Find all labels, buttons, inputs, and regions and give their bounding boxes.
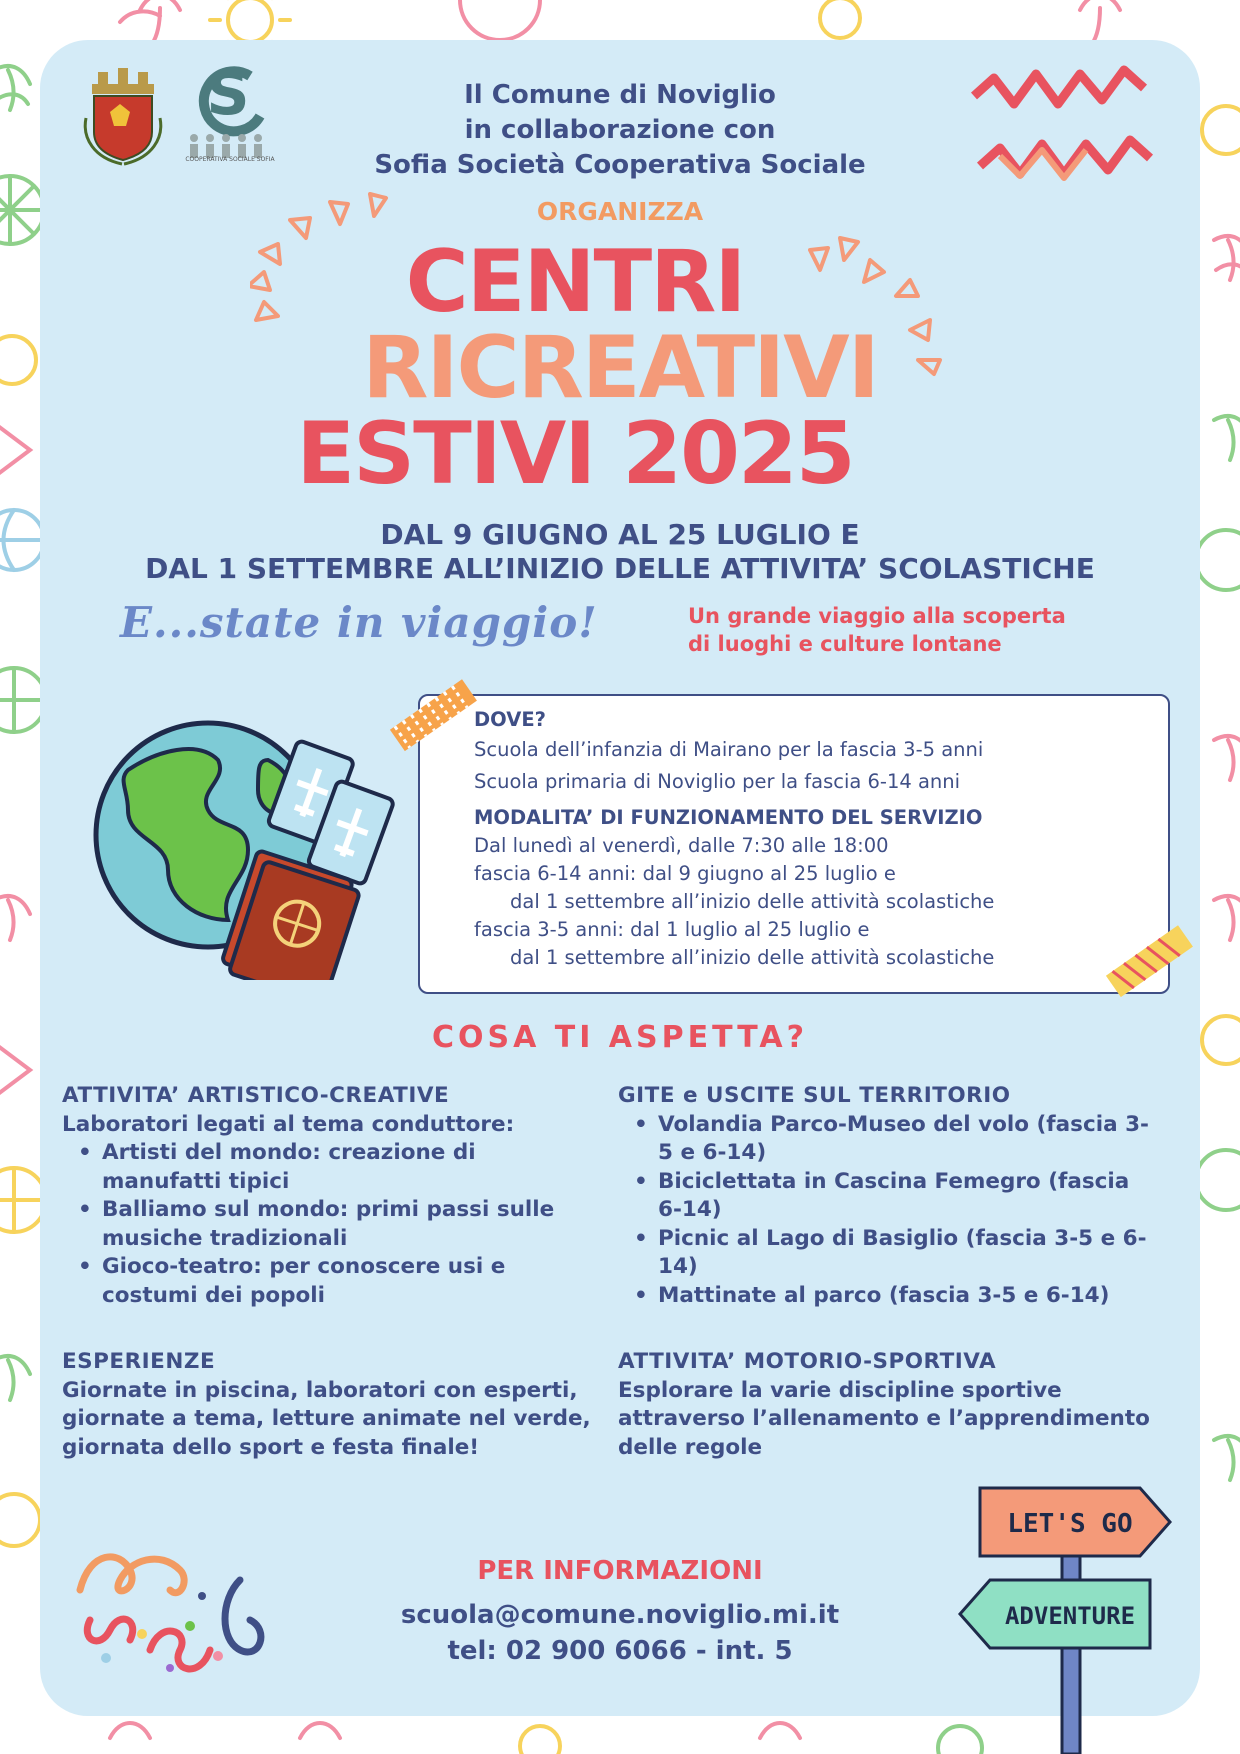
washi-tape-decoration bbox=[384, 666, 484, 766]
adventure-sign bbox=[960, 1580, 1150, 1648]
trips-title: GITE e USCITE SUL TERRITORIO bbox=[618, 1083, 1011, 1108]
sun-icon bbox=[1202, 106, 1240, 154]
palm-icon bbox=[120, 0, 180, 44]
slogan-text: E...state in viaggio! bbox=[120, 598, 598, 647]
beachball-icon bbox=[0, 510, 44, 570]
municipal-crest-logo bbox=[80, 58, 166, 170]
palm-icon bbox=[1214, 236, 1240, 280]
artistic-intro: Laboratori legati al tema conduttore: bbox=[62, 1111, 515, 1137]
cooperative-logo-caption: COOPERATIVA SOCIALE SOFIA bbox=[185, 156, 275, 163]
sign-adventure-text: ADVENTURE bbox=[1004, 1602, 1136, 1630]
sun-icon bbox=[820, 0, 860, 38]
service-line-2: fascia 6-14 anni: dal 9 giugno al 25 luglio e bbox=[474, 862, 896, 885]
palm-icon bbox=[0, 1356, 30, 1400]
watermelon-icon bbox=[460, 0, 540, 40]
lets-go-sign bbox=[980, 1488, 1170, 1556]
dove-title: DOVE? bbox=[474, 708, 546, 731]
sun-icon bbox=[520, 1726, 560, 1754]
palm-icon bbox=[1214, 736, 1240, 780]
dove-line-1: Scuola dell’infanzia di Mairano per la fascia 3-5 anni bbox=[474, 738, 984, 761]
citrus-icon bbox=[1196, 1150, 1240, 1210]
sign-lets-go-text: LET'S GO bbox=[1007, 1509, 1133, 1539]
dates-line-2: DAL 1 SETTEMBRE ALL’INIZIO DELLE ATTIVITA’ SCOLASTICHE bbox=[145, 552, 1095, 585]
palm-icon bbox=[1214, 416, 1240, 460]
header-line-1: Il Comune di Noviglio bbox=[464, 80, 776, 110]
list-item: • Biciclettata in Cascina Femegro (fascia 6-14) bbox=[658, 1168, 1158, 1225]
dates-line-1: DAL 9 GIUGNO AL 25 LUGLIO E bbox=[380, 518, 860, 551]
palm-icon bbox=[1214, 896, 1240, 940]
slogan-sub-line-2: di luoghi e culture lontane bbox=[688, 632, 1002, 656]
contact-email[interactable]: scuola@comune.noviglio.mi.it bbox=[400, 1600, 840, 1630]
zigzag-decoration bbox=[970, 56, 1170, 206]
list-item: • Artisti del mondo: creazione di manufatti tipici bbox=[102, 1139, 602, 1196]
title-line-3: ESTIVI 2025 bbox=[296, 404, 854, 504]
service-line-4: fascia 3-5 anni: dal 1 luglio al 25 luglio e bbox=[474, 918, 870, 941]
list-item: • Gioco-teatro: per conoscere usi e costumi dei popoli bbox=[102, 1253, 602, 1310]
list-item: • Mattinate al parco (fascia 3-5 e 6-14) bbox=[658, 1282, 1158, 1311]
palm-icon bbox=[1214, 1436, 1240, 1480]
title-line-1: CENTRI bbox=[405, 232, 745, 332]
sun-icon bbox=[0, 1494, 40, 1546]
service-line-3: dal 1 settembre all’inizio delle attività scolastiche bbox=[510, 890, 995, 913]
title-line-2: RICREATIVI bbox=[362, 318, 878, 418]
experiences-text: Giornate in piscina, laboratori con esperti, giornate a tema, letture animate nel verde, giornata dello sport e festa finale! bbox=[62, 1377, 591, 1460]
artistic-title: ATTIVITA’ ARTISTICO-CREATIVE bbox=[62, 1083, 450, 1108]
header-line-3: Sofia Società Cooperativa Sociale bbox=[374, 150, 866, 180]
palm-icon bbox=[1080, 0, 1120, 44]
travel-illustration bbox=[88, 700, 418, 980]
info-box bbox=[418, 694, 1170, 994]
palm-icon bbox=[0, 896, 30, 940]
svg-text:S: S bbox=[206, 62, 250, 129]
sports-title: ATTIVITA’ MOTORIO-SPORTIVA bbox=[618, 1349, 997, 1374]
dove-line-2: Scuola primaria di Noviglio per la fascia 6-14 anni bbox=[474, 770, 961, 793]
washi-tape-decoration bbox=[1100, 912, 1200, 1012]
contacts-title: PER INFORMAZIONI bbox=[477, 1556, 763, 1586]
list-item: • Picnic al Lago di Basiglio (fascia 3-5 e 6-14) bbox=[658, 1225, 1158, 1282]
service-line-1: Dal lunedì al venerdì, dalle 7:30 alle 18:00 bbox=[474, 834, 889, 857]
citrus-icon bbox=[1196, 530, 1240, 590]
sports-section bbox=[618, 1348, 1158, 1462]
slogan-subtitle bbox=[688, 602, 1066, 658]
contact-phone[interactable]: tel: 02 900 6066 - int. 5 bbox=[447, 1636, 793, 1666]
artistic-section bbox=[62, 1082, 602, 1310]
signpost-illustration bbox=[950, 1480, 1180, 1754]
service-title: MODALITA’ DI FUNZIONAMENTO DEL SERVIZIO bbox=[474, 806, 983, 829]
trips-section bbox=[618, 1082, 1158, 1310]
experiences-section bbox=[62, 1348, 602, 1462]
organizza-label: ORGANIZZA bbox=[536, 197, 704, 226]
service-line-5: dal 1 settembre all’inizio delle attività scolastiche bbox=[510, 946, 995, 969]
header-line-2: in collaborazione con bbox=[464, 115, 776, 145]
palm-icon bbox=[110, 1723, 800, 1738]
sports-text: Esplorare la varie discipline sportive attraverso l’allenamento e l’apprendimento delle regole bbox=[618, 1377, 1150, 1460]
slogan-sub-line-1: Un grande viaggio alla scoperta bbox=[688, 604, 1066, 628]
experiences-title: ESPERIENZE bbox=[62, 1349, 216, 1374]
palm-icon bbox=[0, 66, 30, 110]
list-item: • Volandia Parco-Museo del volo (fascia 3-5 e 6-14) bbox=[658, 1111, 1158, 1168]
list-item: • Balliamo sul mondo: primi passi sulle musiche tradizionali bbox=[102, 1196, 602, 1253]
dates-block bbox=[60, 518, 1180, 586]
section-title: COSA TI ASPETTA? bbox=[431, 1020, 809, 1055]
